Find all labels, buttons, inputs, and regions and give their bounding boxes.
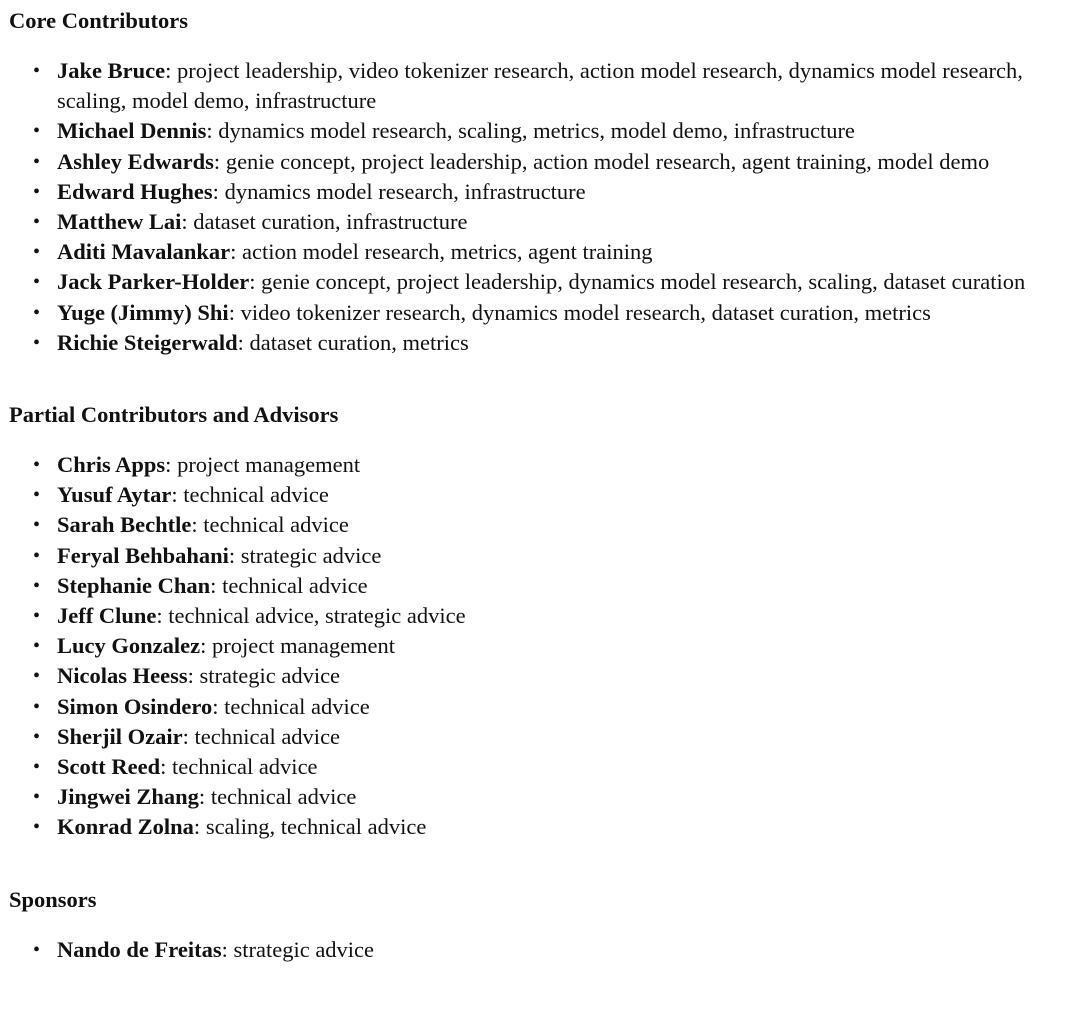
bullet-icon: • bbox=[33, 725, 41, 748]
bullet-icon: • bbox=[33, 816, 41, 839]
contributor-name: Sherjil Ozair bbox=[57, 723, 183, 749]
contributor-roles: dynamics model research, infrastructure bbox=[224, 178, 586, 204]
contributor-name: Nicolas Heess bbox=[57, 663, 188, 689]
section-title: Core Contributors bbox=[9, 8, 188, 33]
bullet-icon: • bbox=[33, 695, 41, 718]
bullet-icon: • bbox=[33, 786, 41, 809]
name-separator: : bbox=[221, 936, 234, 962]
contributor-list-item bbox=[33, 722, 1076, 752]
contributor-name: Matthew Lai bbox=[57, 209, 182, 235]
contributor-roles: project leadership, video tokenizer research, action model research, dynamics model research, scaling, model demo, infrastructure bbox=[57, 58, 1023, 114]
contributor-roles: technical advice, strategic advice bbox=[168, 603, 466, 629]
contributor-roles: genie concept, project leadership, action model research, agent training, model demo bbox=[225, 148, 990, 174]
contributor-list-item bbox=[33, 692, 1076, 722]
contributor-list-item bbox=[33, 450, 1076, 480]
name-separator: : bbox=[212, 178, 225, 204]
bullet-icon: • bbox=[33, 938, 41, 961]
contributor-name: Scott Reed bbox=[57, 754, 161, 780]
contributor-roles: scaling, technical advice bbox=[205, 814, 427, 840]
contributor-name: Jingwei Zhang bbox=[57, 784, 199, 810]
name-separator: : bbox=[165, 58, 177, 83]
bullet-icon: • bbox=[33, 180, 41, 203]
contributor-name: Stephanie Chan bbox=[57, 572, 211, 598]
contributor-list-item bbox=[33, 207, 1076, 237]
contributor-roles: video tokenizer research, dynamics model research, dataset curation, metrics bbox=[240, 299, 931, 325]
contributor-list-item bbox=[33, 267, 1076, 297]
contributor-roles: technical advice bbox=[222, 572, 368, 598]
contributor-list-item bbox=[33, 237, 1076, 267]
name-separator: : bbox=[212, 693, 225, 719]
contributor-list-item bbox=[33, 298, 1076, 328]
contributor-roles: project management bbox=[177, 452, 361, 478]
contributor-roles: technical advice bbox=[224, 693, 370, 719]
bullet-icon: • bbox=[33, 514, 41, 537]
contributor-name: Simon Osindero bbox=[57, 693, 213, 719]
contributor-list-item bbox=[33, 56, 1076, 116]
name-separator: : bbox=[230, 239, 243, 265]
bullet-icon: • bbox=[33, 271, 41, 294]
bullet-icon: • bbox=[33, 484, 41, 507]
name-separator: : bbox=[156, 603, 169, 629]
contributor-roles: dataset curation, metrics bbox=[249, 329, 469, 355]
contributor-list-item bbox=[33, 631, 1076, 661]
contributor-list-item bbox=[33, 116, 1076, 146]
contributor-list-item bbox=[33, 480, 1076, 510]
name-separator: : bbox=[228, 542, 241, 568]
contributor-name: Richie Steigerwald bbox=[57, 329, 238, 355]
bullet-icon: • bbox=[33, 60, 41, 82]
contributor-name: Nando de Freitas bbox=[57, 936, 222, 962]
bullet-icon: • bbox=[33, 120, 41, 143]
name-separator: : bbox=[171, 482, 184, 508]
bullet-icon: • bbox=[33, 665, 41, 688]
contributor-list-item bbox=[33, 328, 1076, 358]
contributor-roles: technical advice bbox=[210, 784, 357, 810]
sections-container bbox=[9, 6, 1076, 965]
bullet-icon: • bbox=[33, 454, 41, 477]
bullet-icon: • bbox=[33, 756, 41, 779]
bullet-icon: • bbox=[33, 241, 41, 264]
contributor-roles: technical advice bbox=[183, 482, 329, 508]
name-separator: : bbox=[228, 299, 241, 325]
bullet-icon: • bbox=[33, 544, 41, 567]
contributor-list-item bbox=[33, 935, 1076, 965]
name-separator: : bbox=[237, 329, 250, 355]
name-separator: : bbox=[160, 754, 172, 780]
contributor-name: Ashley Edwards bbox=[57, 148, 214, 174]
contributor-list-item bbox=[33, 541, 1076, 571]
name-separator: : bbox=[198, 784, 211, 810]
contributor-name: Michael Dennis bbox=[57, 118, 207, 144]
name-separator: : bbox=[213, 148, 226, 174]
contributor-name: Jeff Clune bbox=[57, 603, 157, 629]
section-title: Sponsors bbox=[9, 886, 97, 912]
contributor-name: Jack Parker-Holder bbox=[57, 269, 250, 295]
name-separator: : bbox=[200, 633, 212, 659]
bullet-icon: • bbox=[33, 301, 41, 324]
contributor-section bbox=[9, 885, 1076, 965]
contributor-name: Chris Apps bbox=[57, 452, 166, 478]
contributor-list-item bbox=[33, 601, 1076, 631]
contributor-section bbox=[9, 6, 1076, 358]
contributor-name: Lucy Gonzalez bbox=[57, 633, 201, 659]
contributor-list-item bbox=[33, 812, 1076, 842]
contributor-list-item bbox=[33, 661, 1076, 691]
contributor-list-item bbox=[33, 147, 1076, 177]
contributor-name: Yuge (Jimmy) Shi bbox=[57, 299, 229, 325]
name-separator: : bbox=[165, 452, 178, 478]
bullet-icon: • bbox=[33, 211, 41, 234]
bullet-icon: • bbox=[33, 574, 41, 597]
contributor-list-item bbox=[33, 782, 1076, 812]
contributor-list bbox=[9, 450, 1076, 843]
name-separator: : bbox=[210, 572, 223, 598]
name-separator: : bbox=[206, 118, 219, 144]
contributor-roles: strategic advice bbox=[240, 542, 382, 568]
contributor-name: Konrad Zolna bbox=[57, 814, 194, 840]
bullet-icon: • bbox=[33, 635, 41, 658]
contributor-roles: project management bbox=[212, 633, 396, 659]
contributor-name: Feryal Behbahani bbox=[57, 542, 229, 568]
name-separator: : bbox=[182, 723, 195, 749]
name-separator: : bbox=[187, 663, 200, 689]
bullet-icon: • bbox=[33, 331, 41, 354]
contributor-list bbox=[9, 56, 1076, 358]
contributor-roles: dataset curation, infrastructure bbox=[193, 209, 468, 235]
bullet-icon: • bbox=[33, 605, 41, 628]
contributor-roles: strategic advice bbox=[233, 936, 375, 962]
contributor-roles: dynamics model research, scaling, metrics, model demo, infrastructure bbox=[218, 118, 855, 144]
contributor-list-item bbox=[33, 752, 1076, 782]
contributor-list-item bbox=[33, 510, 1076, 540]
contributor-name: Aditi Mavalankar bbox=[57, 239, 231, 265]
name-separator: : bbox=[249, 269, 262, 295]
contributor-roles: technical advice bbox=[194, 723, 341, 749]
section-title: Partial Contributors and Advisors bbox=[9, 402, 339, 428]
contributor-roles: action model research, metrics, agent training bbox=[242, 239, 653, 265]
contributor-list bbox=[9, 935, 1076, 965]
contributor-roles: genie concept, project leadership, dynamics model research, scaling, dataset curation bbox=[261, 269, 1026, 295]
contributor-name: Yusuf Aytar bbox=[57, 482, 172, 508]
contributor-list-item bbox=[33, 571, 1076, 601]
contributor-name: Jake Bruce bbox=[57, 58, 166, 83]
contributor-name: Sarah Bechtle bbox=[57, 512, 192, 538]
contributor-roles: strategic advice bbox=[199, 663, 341, 689]
bullet-icon: • bbox=[33, 150, 41, 173]
contributor-name: Edward Hughes bbox=[57, 178, 213, 204]
name-separator: : bbox=[181, 209, 194, 235]
name-separator: : bbox=[193, 814, 206, 840]
contributor-list-item bbox=[33, 177, 1076, 207]
contributor-roles: technical advice bbox=[203, 512, 349, 538]
contributor-roles: technical advice bbox=[172, 754, 318, 780]
contributor-section bbox=[9, 400, 1076, 843]
name-separator: : bbox=[191, 512, 204, 538]
